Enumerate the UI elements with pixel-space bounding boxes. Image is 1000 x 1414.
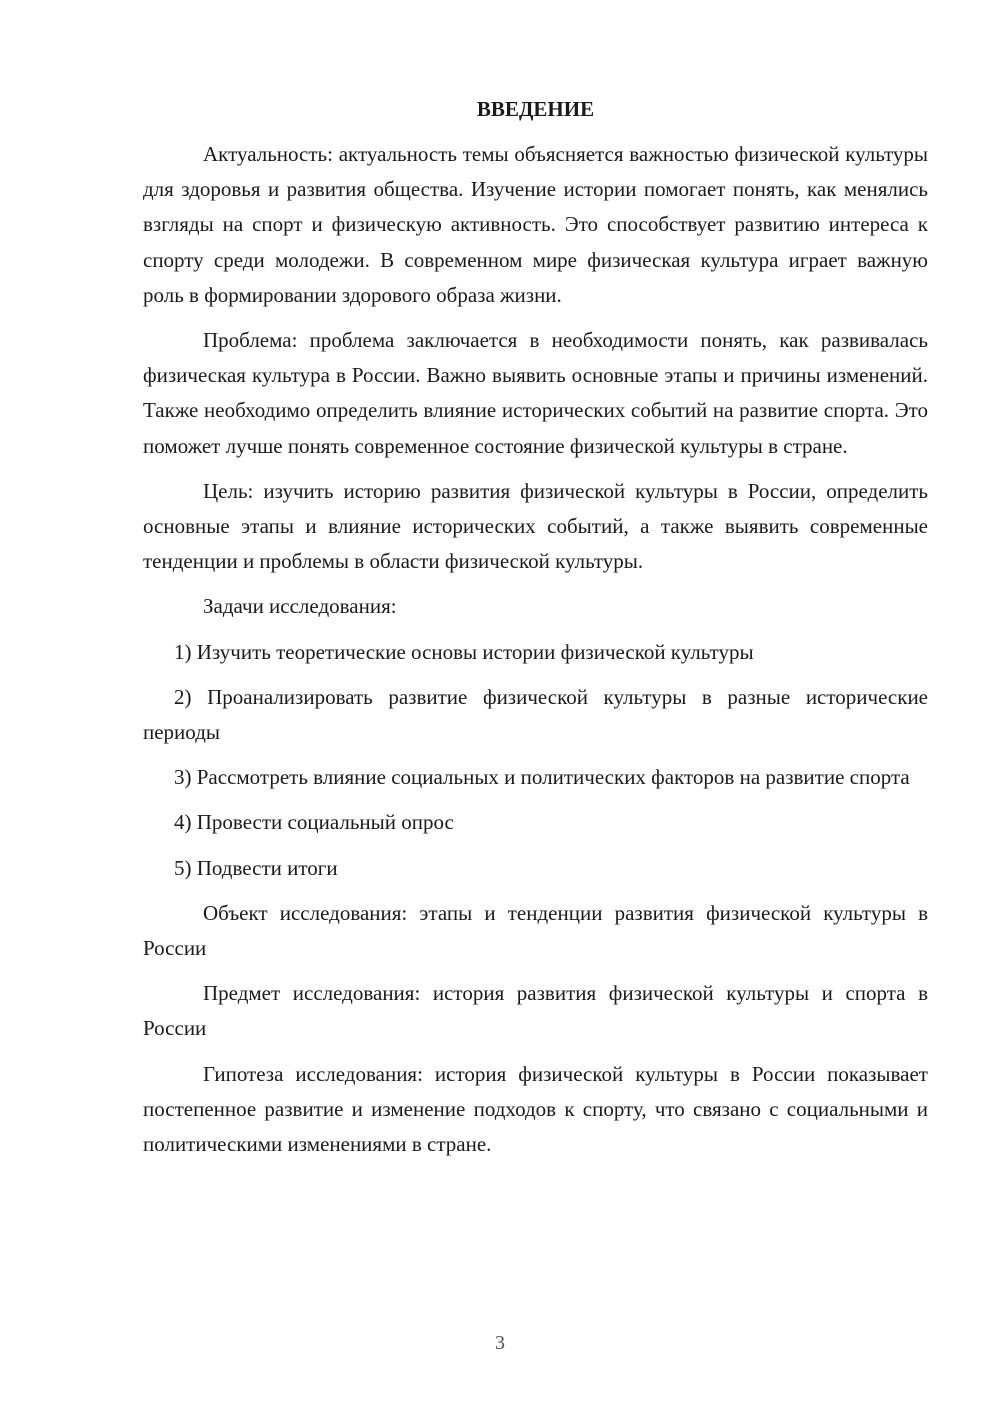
relevance-paragraph: Актуальность: актуальность темы объясняется важностью физической культуры для здоровья и развития общества. Изучение истории помогает понять, как менялись взгляды на спорт и физическую активность. Это способствует развитию интереса к спорту среди молодежи. В современном мире физическая культура играет важную роль в формировании здорового образа жизни.	[143, 142, 928, 307]
task-item-4: 4) Провести социальный опрос	[174, 810, 454, 835]
goal-paragraph: Цель: изучить историю развития физической культуры в России, определить основные этапы и влияние исторических событий, а также выявить современные тенденции и проблемы в области физической культуры.	[143, 478, 928, 574]
task-item-1: 1) Изучить теоретические основы истории физической культуры	[174, 639, 754, 664]
tasks-heading: Задачи исследования:	[203, 594, 397, 619]
page-number: 3	[495, 1332, 505, 1354]
section-title: ВВЕДЕНИЕ	[476, 97, 595, 121]
task-item-3: 3) Рассмотреть влияние социальных и политических факторов на развитие спорта	[174, 765, 910, 790]
page-content	[143, 92, 928, 1172]
task-item-5: 5) Подвести итоги	[174, 855, 338, 880]
task-item-2: 2) Проанализировать развитие физической культуры в разные исторические периоды	[143, 684, 928, 745]
hypothesis-paragraph: Гипотеза исследования: история физической культуры в России показывает постепенное развитие и изменение подходов к спорту, что связано с социальными и политическими изменениями в стране.	[143, 1061, 928, 1157]
object-paragraph: Объект исследования: этапы и тенденции развития физической культуры в России	[143, 900, 928, 961]
subject-paragraph: Предмет исследования: история развития физической культуры и спорта в России	[143, 981, 928, 1041]
problem-paragraph: Проблема: проблема заключается в необходимости понять, как развивалась физическая культура в России. Важно выявить основные этапы и причины изменений. Также необходимо определить влияние исторических событий на развитие спорта. Это поможет лучше понять современное состояние физической культуры в стране.	[143, 328, 928, 458]
